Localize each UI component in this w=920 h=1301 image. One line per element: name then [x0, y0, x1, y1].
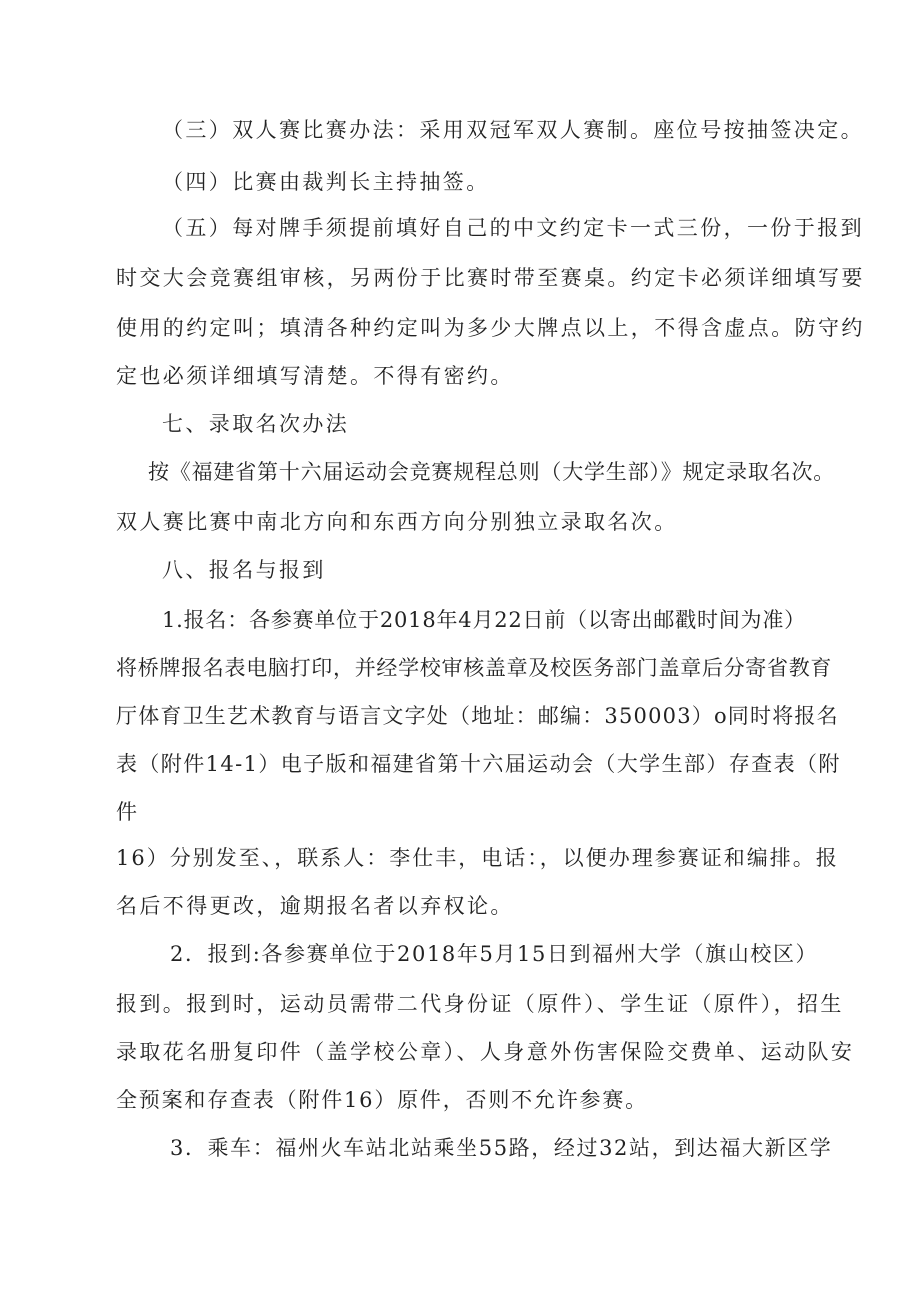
paragraph-line: 录取花名册复印件（盖学校公章）、人身意外伤害保险交费单、运动队安	[116, 1040, 855, 1064]
paragraph-line: 定也必须详细填写清楚。不得有密约。	[116, 364, 514, 388]
paragraph-line: 时交大会竞赛组审核，另两份于比赛时带至赛桌。约定卡必须详细填写要	[116, 266, 865, 290]
paragraph-line: 名后不得更改，逾期报名者以弃权论。	[116, 894, 514, 918]
paragraph-line: （五）每对牌手须提前填好自己的中文约定卡一式三份，一份于报到	[162, 216, 864, 240]
paragraph-line: 1.报名：各参赛单位于2018年4月22日前（以寄出邮戳时间为准）	[162, 608, 806, 632]
paragraph-line: 16）分别发至、，联系人：李仕丰，电话：，以便办理参赛证和编排。报	[116, 846, 839, 870]
paragraph-line: 双人赛比赛中南北方向和东西方向分别独立录取名次。	[116, 510, 678, 534]
paragraph-line: 件	[116, 800, 140, 824]
paragraph-line: 2．报到:各参赛单位于2018年5月15日到福州大学（旗山校区）	[170, 942, 819, 966]
paragraph-line: 将桥牌报名表电脑打印，并经学校审核盖章及校医务部门盖章后分寄省教育	[116, 656, 833, 680]
paragraph-line: 按《福建省第十六届运动会竞赛规程总则（大学生部）》规定录取名次。	[148, 460, 836, 484]
section-heading: 八、报名与报到	[162, 558, 326, 582]
paragraph-line: 全预案和存查表（附件16）原件，否则不允许参赛。	[116, 1088, 648, 1112]
section-heading: 七、录取名次办法	[162, 412, 350, 436]
paragraph-line: 3．乘车：福州火车站北站乘坐55路，经过32站，到达福大新区学	[170, 1136, 833, 1160]
paragraph-line: 表（附件14-1）电子版和福建省第十六届运动会（大学生部）存查表（附	[116, 752, 841, 776]
paragraph-line: （四）比赛由裁判长主持抽签。	[162, 170, 490, 194]
paragraph-line: 厅体育卫生艺术教育与语言文字处（地址：邮编：350003）o同时将报名	[116, 704, 839, 728]
paragraph-line: （三）双人赛比赛办法：采用双冠军双人赛制。座位号按抽签决定。	[162, 118, 864, 142]
paragraph-line: 使用的约定叫；填清各种约定叫为多少大牌点以上，不得含虚点。防守约	[116, 316, 865, 340]
paragraph-line: 报到。报到时，运动员需带二代身份证（原件）、学生证（原件），招生	[116, 992, 844, 1016]
